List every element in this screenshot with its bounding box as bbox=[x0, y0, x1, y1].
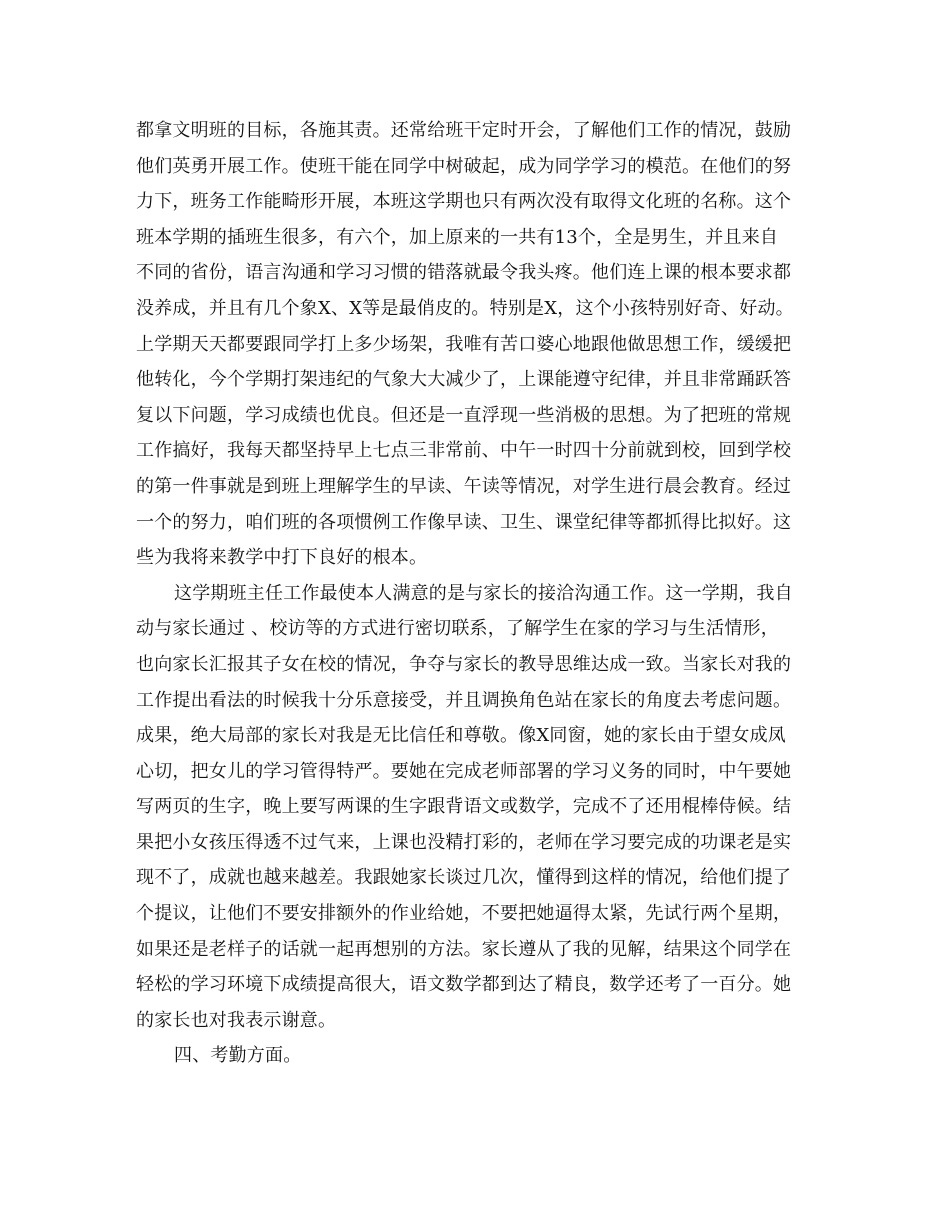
paragraph-line: 心切，把女儿的学习管得特严。要她在完成老师部署的学习义务的同时，中午要她 bbox=[136, 760, 792, 782]
paragraph-line: 些为我将来教学中打下良好的根本。 bbox=[136, 547, 428, 569]
paragraph-line: 写两页的生字，晚上要写两课的生字跟背语文或数学，完成不了还用棍棒侍候。结 bbox=[136, 796, 792, 818]
paragraph-line: 工作提出看法的时候我十分乐意接受，并且调换角色站在家长的角度去考虑问题。 bbox=[136, 689, 792, 711]
paragraph-line: 现不了，成就也越来越差。我跟她家长谈过几次，懂得到这样的情况，给他们提了 bbox=[136, 867, 792, 889]
paragraph-line: 上学期天天都要跟同学打上多少场架，我唯有苦口婆心地跟他做思想工作，缓缓把 bbox=[136, 333, 792, 355]
paragraph-line: 如果还是老样子的话就一起再想别的方法。家长遵从了我的见解，结果这个同学在 bbox=[136, 938, 792, 960]
paragraph-line: 这学期班主任工作最使本人满意的是与家长的接洽沟通工作。这一学期，我自 bbox=[174, 582, 793, 604]
document-body bbox=[136, 113, 816, 1074]
paragraph-line: 的第一件事就是到班上理解学生的早读、午读等情况，对学生进行晨会教育。经过 bbox=[136, 475, 792, 497]
paragraph-line: 班本学期的插班生很多，有六个，加上原来的一共有13个，全是男生，并且来自 bbox=[136, 226, 779, 248]
section-heading: 四、考勤方面。 bbox=[174, 1045, 302, 1067]
paragraph-line: 不同的省份，语言沟通和学习习惯的错落就最令我头疼。他们连上课的根本要求都 bbox=[136, 262, 792, 284]
paragraph-line: 他转化，今个学期打架违纪的气象大大减少了，上课能遵守纪律，并且非常踊跃答 bbox=[136, 369, 792, 391]
paragraph-line: 工作搞好，我每天都坚持早上七点三非常前、中午一时四十分前就到校，回到学校 bbox=[136, 440, 792, 462]
paragraph-line: 成果，绝大局部的家长对我是无比信任和尊敬。像X同窗，她的家长由于望女成凤 bbox=[136, 725, 787, 747]
paragraph-line: 没养成，并且有几个象X、X等是最俏皮的。特别是X，这个小孩特别好奇、好动。 bbox=[136, 297, 794, 319]
paragraph-1 bbox=[136, 113, 816, 576]
paragraph-line: 也向家长汇报其子女在校的情况，争夺与家长的教导思维达成一致。当家长对我的 bbox=[136, 653, 792, 675]
paragraph-line: 都拿文明班的目标，各施其责。还常给班干定时开会，了解他们工作的情况，鼓励 bbox=[136, 120, 792, 141]
paragraph-line: 轻松的学习环境下成绩提高很大，语文数学都到达了精良，数学还考了一百分。她 bbox=[136, 974, 792, 996]
paragraph-line: 的家长也对我表示谢意。 bbox=[136, 1009, 337, 1031]
paragraph-line: 果把小女孩压得透不过气来，上课也没精打彩的，老师在学习要完成的功课老是实 bbox=[136, 831, 792, 853]
paragraph-line: 一个的努力，咱们班的各项惯例工作像早读、卫生、课堂纪律等都抓得比拟好。这 bbox=[136, 511, 792, 533]
paragraph-line: 力下，班务工作能畸形开展，本班这学期也只有两次没有取得文化班的名称。这个 bbox=[136, 191, 792, 213]
paragraph-2 bbox=[136, 576, 816, 1039]
paragraph-line: 动与家长通过 、校访等的方式进行密切联系，了解学生在家的学习与生活情形， bbox=[136, 618, 779, 640]
paragraph-line: 个提议，让他们不要安排额外的作业给她，不要把她逼得太紧，先试行两个星期， bbox=[136, 903, 792, 925]
paragraph-line: 复以下问题，学习成绩也优良。但还是一直浮现一些消极的思想。为了把班的常规 bbox=[136, 404, 792, 426]
paragraph-line: 他们英勇开展工作。使班干能在同学中树破起，成为同学学习的模范。在他们的努 bbox=[136, 155, 792, 177]
